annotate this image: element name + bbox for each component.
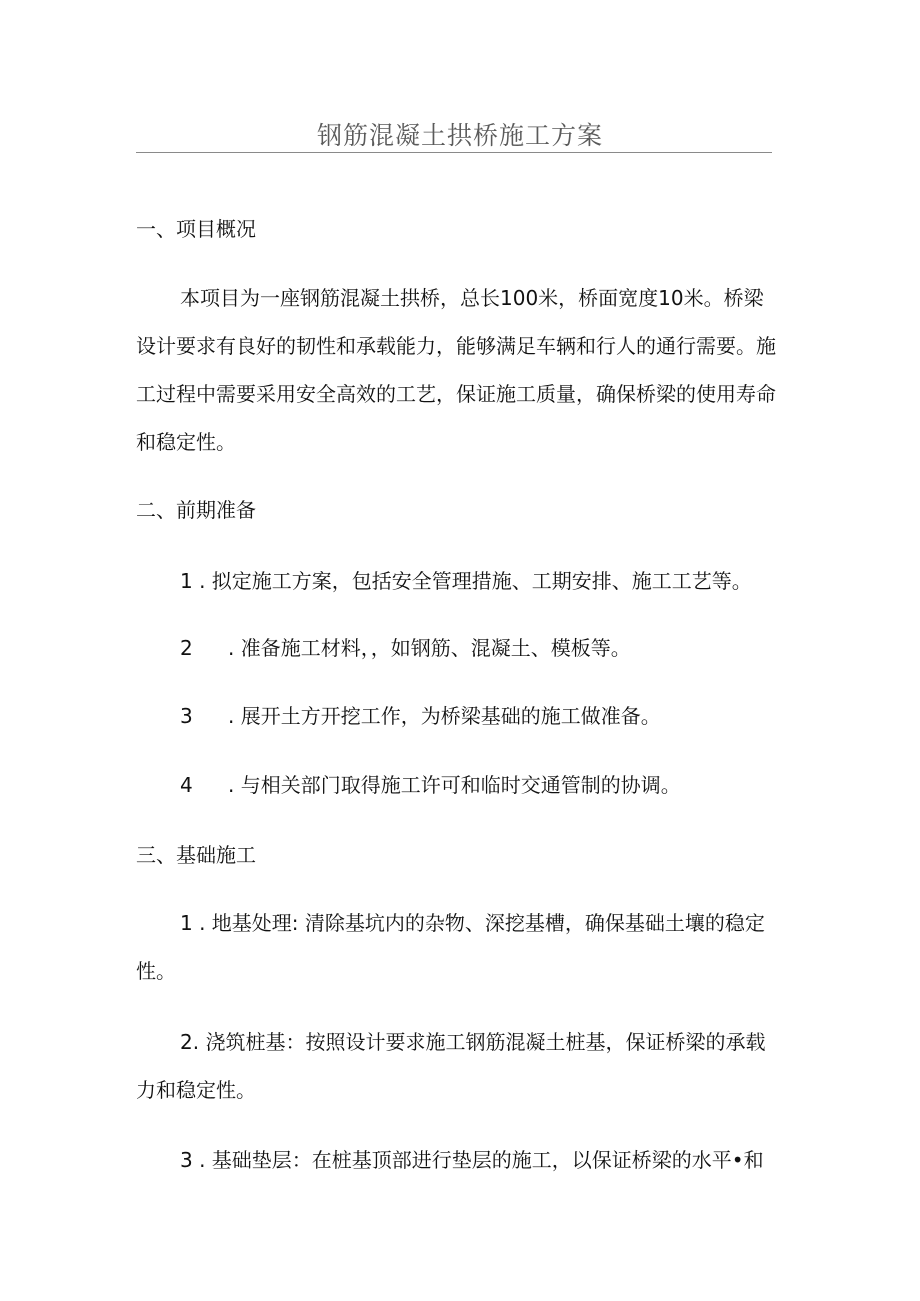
section-paragraph-overview: 本项目为一座钢筋混凝土拱桥，总长100米，桥面宽度10米。桥梁设计要求有良好的韧性和承载能力，能够满足车辆和行人的通行需要。施工过程中需要采用安全高效的工艺，保证施工质量，确保桥梁的使用寿命和稳定性。	[136, 286, 776, 454]
list-item-text: . 基础垫层：在桩基顶部进行垫层的施工，以保证桥梁的水平•和	[192, 1148, 764, 1172]
list-item	[180, 761, 681, 809]
list-item-number: 4	[180, 773, 193, 797]
list-item-text: . 浇筑桩基：按照设计要求施工钢筋混凝土桩基，保证桥梁的承载力和稳定性。	[136, 1030, 766, 1102]
list-item-text: . 准备施工材料，，如钢筋、混凝土、模板等。	[228, 636, 631, 660]
list-item	[180, 557, 752, 605]
list-item-number: 3	[180, 704, 193, 728]
list-item	[180, 624, 631, 672]
list-item-number: 1	[180, 911, 193, 935]
list-item-number: 2	[180, 636, 193, 660]
list-item-number: 3	[180, 1148, 193, 1172]
list-item-number: 1	[180, 569, 193, 593]
list-item	[136, 899, 776, 995]
section-heading-foundation: 三、基础施工	[136, 843, 256, 867]
list-item-text: . 拟定施工方案，包括安全管理措施、工期安排、施工工艺等。	[192, 569, 752, 593]
list-item-text: . 与相关部门取得施工许可和临时交通管制的协调。	[228, 773, 681, 797]
list-item	[136, 1018, 776, 1114]
title-divider	[136, 152, 772, 153]
section-heading-preparation: 二、前期准备	[136, 498, 256, 522]
list-item-number: 2	[180, 1030, 193, 1054]
list-item	[136, 1136, 776, 1184]
document-title: 钢筋混凝土拱桥施工方案	[316, 121, 603, 150]
list-item-text: . 地基处理: 清除基坑内的杂物、深挖基槽，确保基础土壤的稳定性。	[136, 911, 765, 983]
section-heading-overview: 一、项目概况	[136, 217, 256, 241]
list-item	[180, 692, 661, 740]
list-item-text: . 展开土方开挖工作，为桥梁基础的施工做准备。	[228, 704, 661, 728]
